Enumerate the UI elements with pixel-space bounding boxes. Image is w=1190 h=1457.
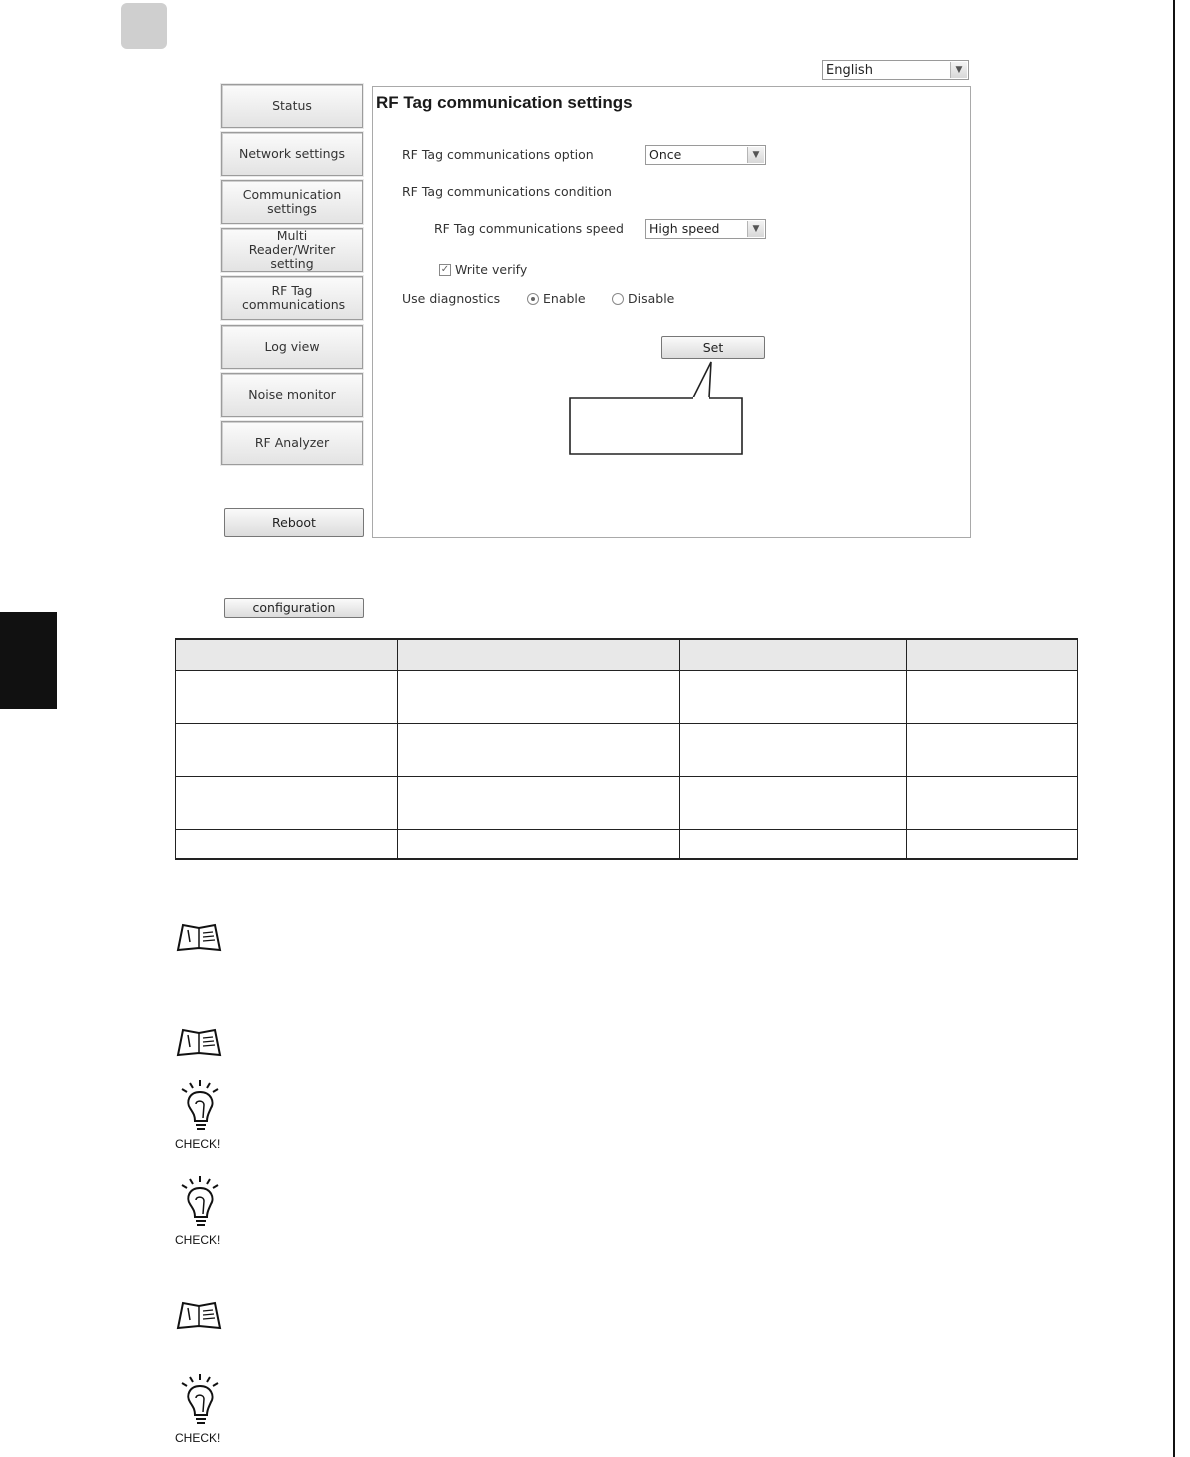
chevron-down-icon: ▼ (747, 221, 764, 237)
comm-option-select[interactable] (645, 145, 766, 165)
write-verify-label: Write verify (455, 262, 528, 277)
table-cell (398, 724, 680, 777)
sidebar-item-status[interactable] (221, 84, 363, 128)
reboot-button[interactable]: Reboot (224, 508, 364, 537)
sidebar-item-label: RF Analyzer (254, 435, 330, 450)
table-cell (176, 671, 398, 724)
sidebar-item-communication-settings[interactable] (221, 180, 363, 224)
table-cell (907, 671, 1078, 724)
table-cell (907, 777, 1078, 830)
table-cell (907, 830, 1078, 860)
sidebar-item-label: RF Tag communications (242, 283, 346, 312)
table-cell (176, 724, 398, 777)
diagnostics-enable-radio[interactable] (527, 293, 539, 305)
sidebar-item-noise-monitor[interactable] (221, 373, 363, 417)
sidebar-item-label: Multi Reader/Writer setting (248, 228, 336, 271)
table-header-cell (907, 639, 1078, 671)
table-row (176, 777, 1078, 830)
sidebar-item-label: Log view (264, 339, 320, 354)
specification-table (175, 638, 1078, 860)
table-header-cell (176, 639, 398, 671)
table-cell (680, 830, 907, 860)
set-button[interactable]: Set (661, 336, 765, 359)
table-cell (907, 724, 1078, 777)
reference-book-icon (175, 920, 223, 954)
sidebar-item-rf-analyzer[interactable] (221, 421, 363, 465)
check-label: CHECK! (175, 1431, 221, 1445)
reference-book-icon (175, 1298, 223, 1332)
sidebar-item-label: Noise monitor (248, 387, 336, 402)
table-cell (398, 830, 680, 860)
check-label: CHECK! (175, 1233, 221, 1247)
table-cell (176, 830, 398, 860)
table-row (176, 671, 1078, 724)
sidebar-item-label: Network settings (238, 146, 345, 161)
diagnostics-label: Use diagnostics (402, 291, 501, 306)
table-cell (176, 777, 398, 830)
check-lightbulb-icon (176, 1078, 224, 1136)
check-label: CHECK! (175, 1137, 221, 1151)
sidebar-item-network-settings[interactable] (221, 132, 363, 176)
table-header-cell (398, 639, 680, 671)
table-cell (680, 724, 907, 777)
comm-speed-select[interactable] (645, 219, 766, 239)
table-row (176, 724, 1078, 777)
table-cell (398, 777, 680, 830)
table-header-cell (680, 639, 907, 671)
table-cell (680, 777, 907, 830)
reference-book-icon (175, 1025, 223, 1059)
check-lightbulb-icon (176, 1372, 224, 1430)
diagnostics-disable-radio[interactable] (612, 293, 624, 305)
comm-speed-value: High speed (649, 221, 720, 236)
language-select[interactable] (822, 60, 969, 80)
language-select-value: English (826, 63, 873, 78)
comm-condition-label: RF Tag communications condition (402, 184, 612, 199)
sidebar-item-label: Communication settings (242, 187, 342, 216)
sidebar-item-multi-reader-writer[interactable] (221, 228, 363, 272)
corner-marker (121, 3, 167, 49)
diagnostics-disable-label: Disable (628, 291, 675, 306)
callout-box (560, 350, 760, 460)
comm-speed-label: RF Tag communications speed (434, 221, 624, 236)
chevron-down-icon: ▼ (950, 62, 967, 78)
table-cell (680, 671, 907, 724)
configuration-button[interactable]: configuration (224, 598, 364, 618)
page-edge-rule (1173, 0, 1175, 1457)
sidebar-item-rf-tag-communications[interactable] (221, 276, 363, 320)
chevron-down-icon: ▼ (747, 147, 764, 163)
comm-option-value: Once (649, 147, 682, 162)
sidebar-item-label: Status (272, 98, 312, 113)
comm-option-label: RF Tag communications option (402, 147, 594, 162)
diagnostics-enable-label: Enable (543, 291, 586, 306)
check-lightbulb-icon (176, 1174, 224, 1232)
sidebar-item-log-view[interactable] (221, 325, 363, 369)
write-verify-checkbox[interactable]: ✓ (440, 264, 450, 275)
table-header-row (176, 639, 1078, 671)
table-row (176, 830, 1078, 860)
page-title: RF Tag communication settings (376, 93, 633, 112)
section-tab (0, 612, 57, 709)
table-cell (398, 671, 680, 724)
